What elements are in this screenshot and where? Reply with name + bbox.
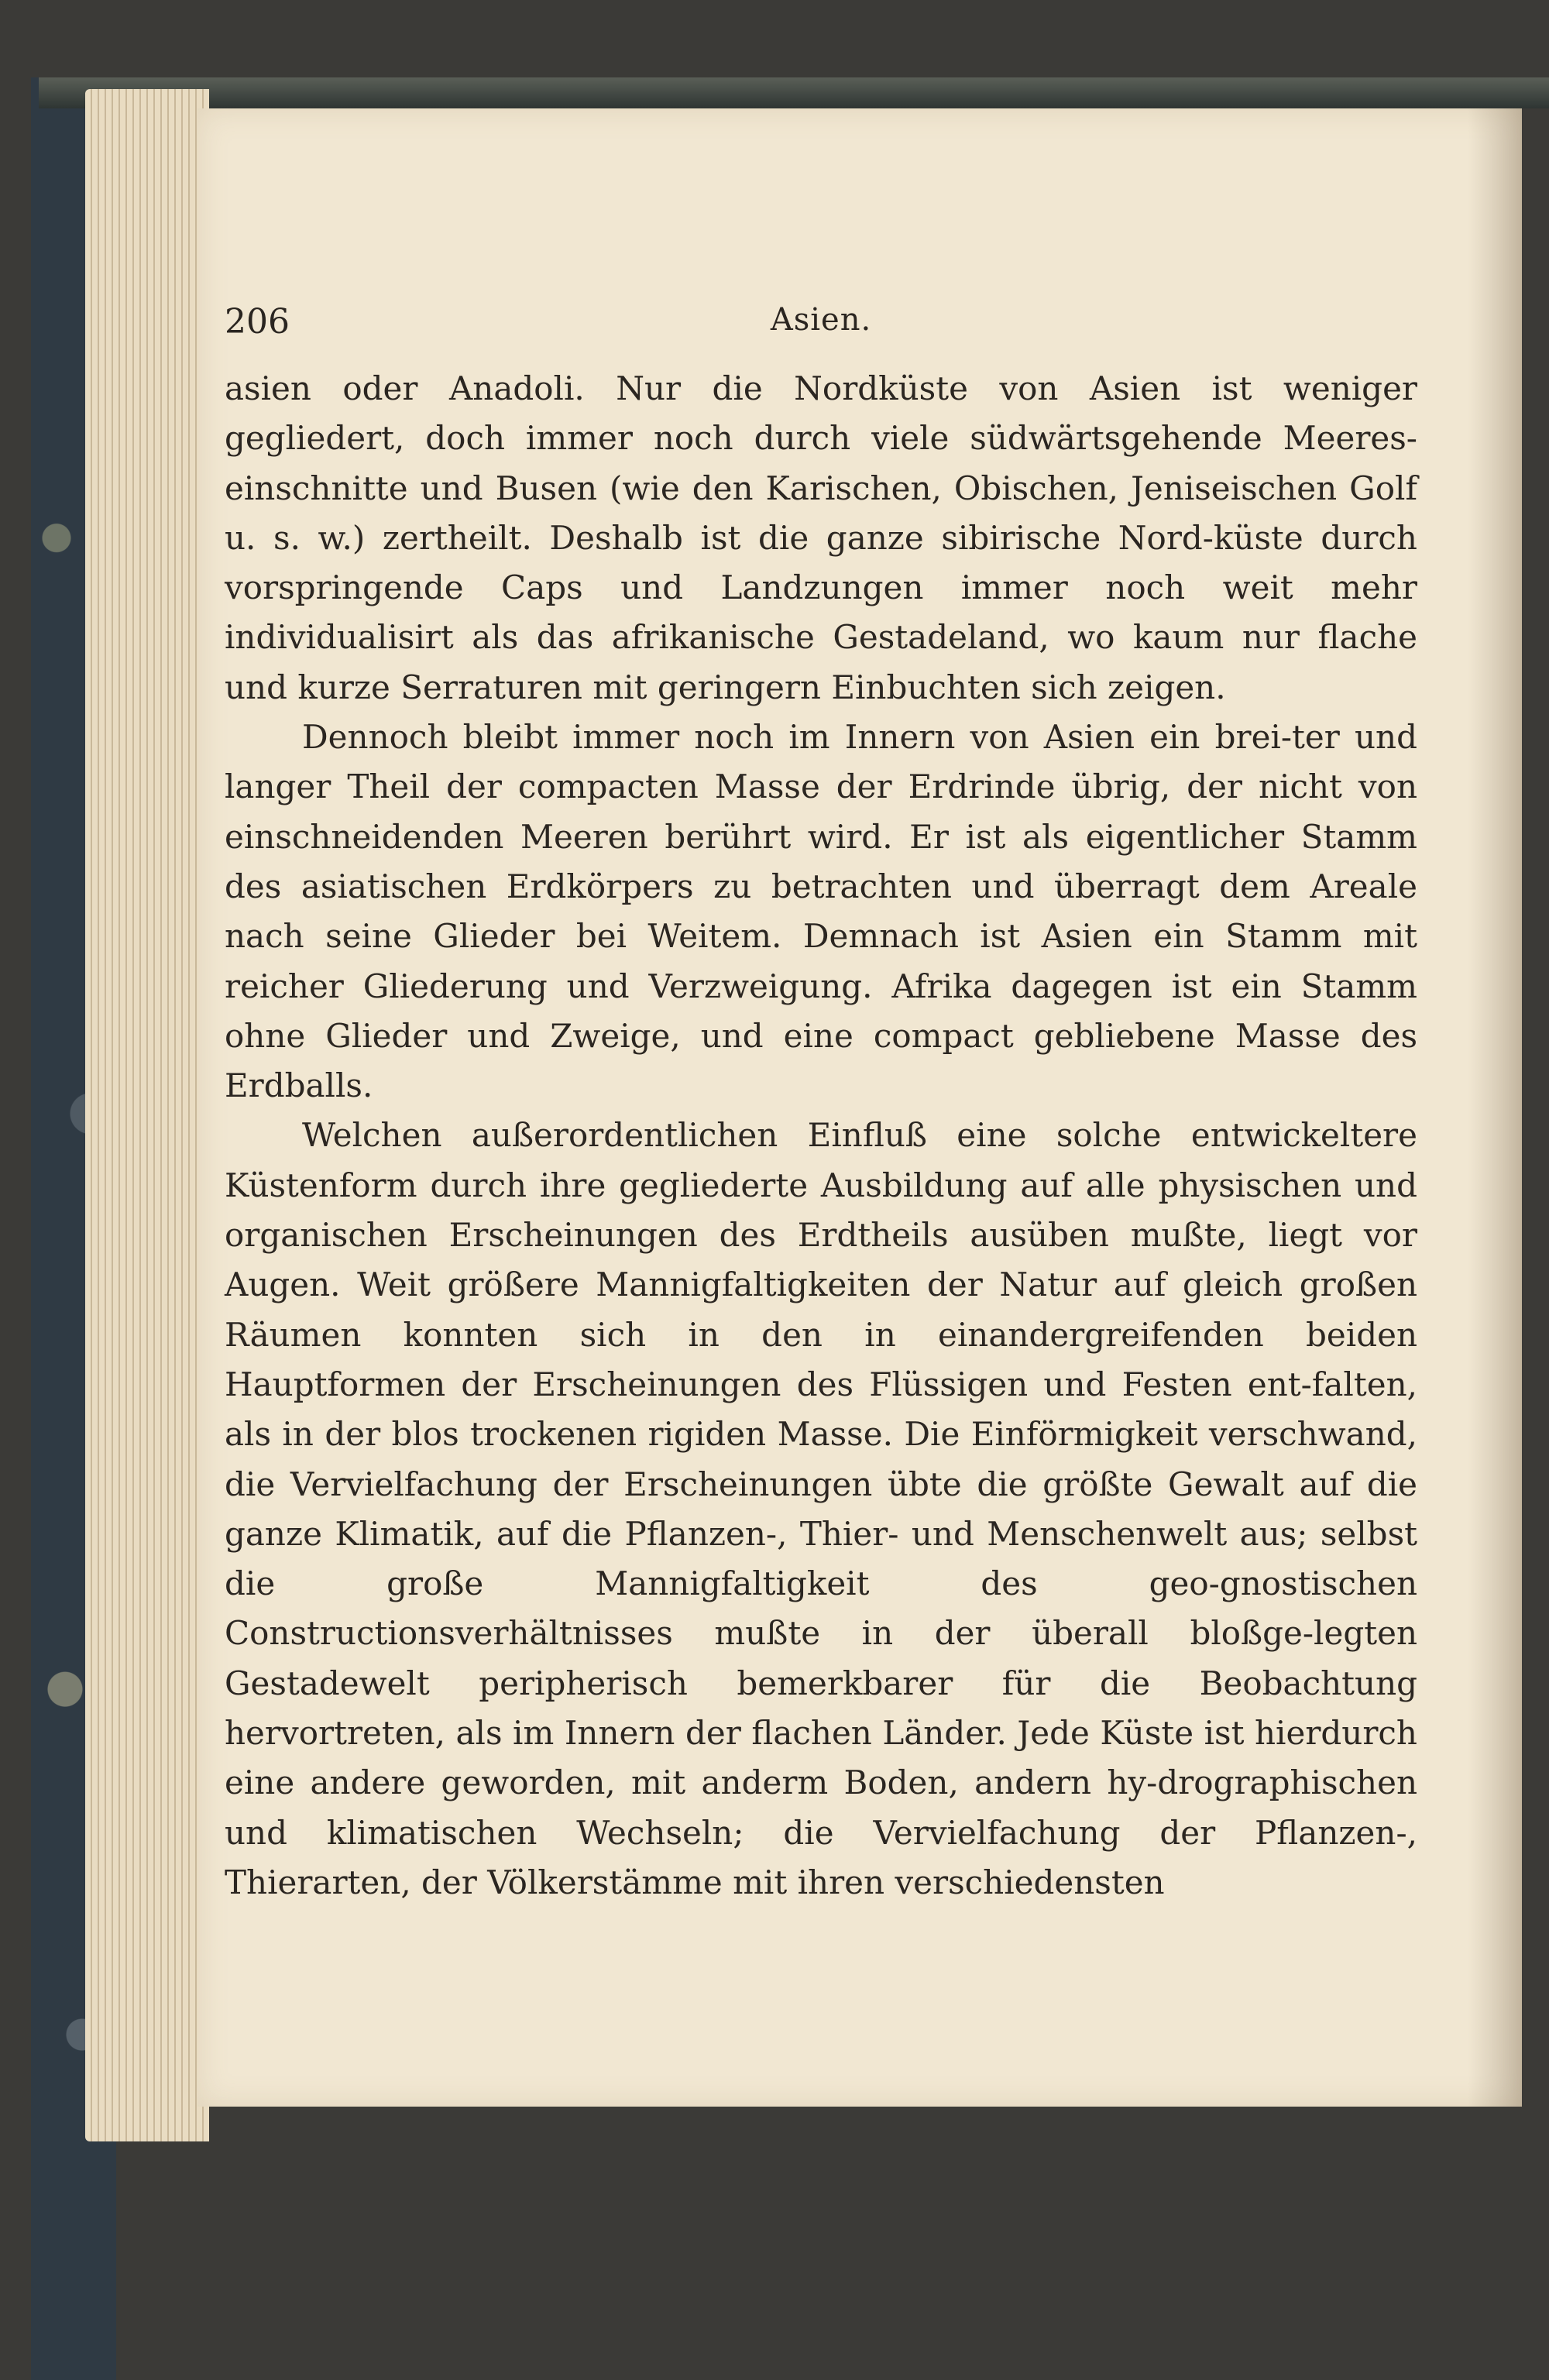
book-spine-top — [39, 77, 1549, 108]
paragraph-2: Dennoch bleibt immer noch im Innern von Asien ein brei-ter und langer Theil der compacten Masse der Erdrinde übrig, der nicht von einschneidenden Meeren berührt wird. Er ist als eigentlicher Stamm des asiatischen Erdkörpers zu betrachten und überragt dem Areale nach seine Glieder bei Weitem. Demnach ist Asien ein Stamm mit reicher Gliederung und Verzweigung. Afrika dagegen ist ein Stamm ohne Glieder und Zweige, und eine compact gebliebene Masse des Erdballs. — [225, 718, 1417, 1105]
running-head: Asien. — [770, 302, 872, 338]
binding-shadow — [1468, 108, 1522, 2107]
paragraph-1: asien oder Anadoli. Nur die Nordküste von Asien ist weniger gegliedert, doch immer noch durch viele südwärtsgehende Meeres-einschnitte und Busen (wie den Karischen, Obischen, Jeniseischen Golf u. s. w.) zertheilt. Deshalb ist die ganze sibirische Nord-küste durch vorspringende Caps und Landzungen immer noch weit mehr individualisirt als das afrikanische Gestadeland, wo kaum nur flache und kurze Serraturen mit geringern Einbuchten sich zeigen. — [225, 369, 1417, 706]
page-number: 206 — [225, 302, 290, 342]
page-stack-edges — [85, 89, 209, 2141]
body-text — [225, 364, 1417, 1908]
page-header — [225, 302, 1417, 349]
paragraph-3: Welchen außerordentlichen Einfluß eine solche entwickeltere Küstenform durch ihre gegliederte Ausbildung auf alle physischen und organischen Erscheinungen des Erdtheils ausüben mußte, liegt vor Augen. Weit größere Mannigfaltigkeiten der Natur auf gleich großen Räumen konnten sich in den in einandergreifenden beiden Hauptformen der Erscheinungen des Flüssigen und Festen ent-falten, als in der blos trockenen rigiden Masse. Die Einförmigkeit verschwand, die Vervielfachung der Erscheinungen übte die größte Gewalt auf die ganze Klimatik, auf die Pflanzen-, Thier- und Menschenwelt aus; selbst die große Mannigfaltigkeit des geo-gnostischen Constructionsverhältnisses mußte in der überall bloßge-legten Gestadewelt peripherisch bemerkbarer für die Beobachtung hervortreten, als im Innern der flachen Länder. Jede Küste ist hierdurch eine andere geworden, mit anderm Boden, andern hy-drographischen und klimatischen Wechseln; die Vervielfachung der Pflanzen-, Thierarten, der Völkerstämme mit ihren verschiedensten — [225, 1116, 1417, 1901]
